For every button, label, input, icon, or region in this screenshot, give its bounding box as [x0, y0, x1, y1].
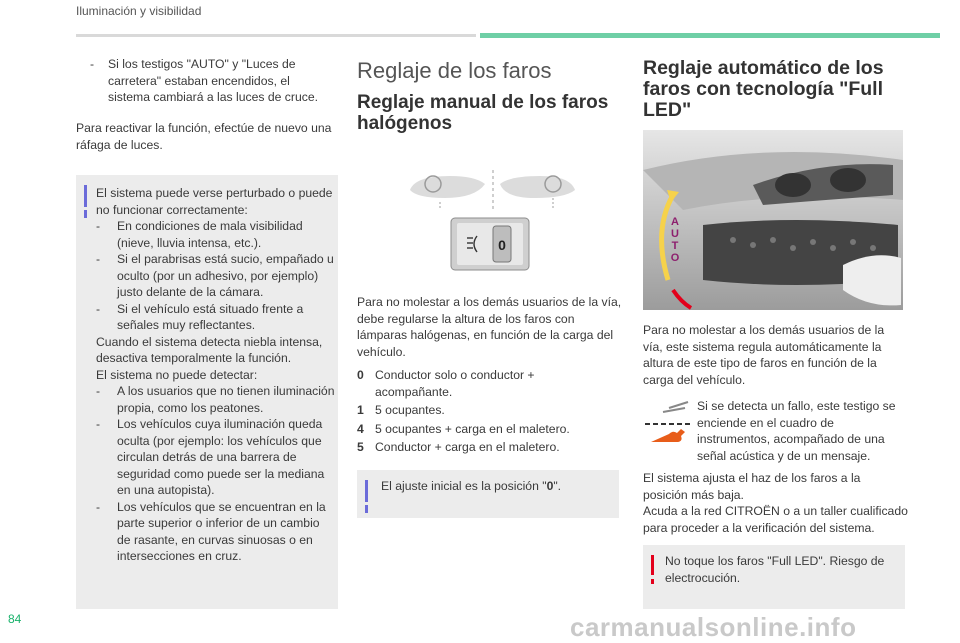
- list-item: 0 Conductor solo o conductor + acompañante.: [357, 368, 535, 399]
- note-box: [76, 175, 338, 609]
- watermark: carmanualsonline.info: [570, 612, 857, 642]
- warning-icon: [651, 555, 654, 575]
- auto-letter: T: [671, 240, 679, 252]
- list-item: 1 5 ocupantes.: [357, 403, 445, 417]
- note-fog: Cuando el sistema detecta niebla intensa, desactiva temporalmente la función.: [96, 334, 323, 365]
- subsection-heading: Reglaje manual de los faros halógenos: [357, 92, 609, 134]
- header-divider: [76, 34, 476, 37]
- fault-text: Si se detecta un fallo, este testigo se enciende en el cuadro de instrumentos, acompañado de una señal acústica y de un mensaje.: [697, 399, 896, 463]
- warning-text: No toque los faros "Full LED". Riesgo de electrocución.: [665, 554, 885, 585]
- section-heading-auto: Reglaje automático de los faros con tecnología "Full LED": [643, 57, 884, 121]
- header-accent-bar: [480, 33, 940, 38]
- adjust-text: El sistema ajusta el haz de los faros a la posición más baja.: [643, 471, 861, 502]
- auto-letter: A: [671, 216, 679, 228]
- note-text: El ajuste inicial es la posición "0".: [381, 479, 562, 493]
- page-number: 84: [8, 612, 22, 626]
- note-list-1: [96, 218, 336, 334]
- warning-box: [643, 545, 905, 609]
- manual-body: Para no molestar a los demás usuarios de la vía, debe regularse la altura de los faros con lámparas halógenas, en función de la carga del vehículo.: [357, 295, 622, 359]
- list-item: - Si el vehículo está situado frente a señales muy reflectantes.: [96, 301, 304, 332]
- section-title: Iluminación y visibilidad: [76, 4, 202, 18]
- auto-letter: U: [671, 228, 679, 240]
- full-led-headlamp-photo: [643, 130, 903, 310]
- note-list-2: [96, 383, 336, 565]
- auto-letter: O: [670, 252, 680, 264]
- bullet-text: Si los testigos "AUTO" y "Luces de carretera" estaban encendidos, el sistema cambiará a las luces de cruce.: [108, 57, 318, 104]
- info-icon: [365, 480, 368, 502]
- dealer-text: Acuda a la red CITROËN o a un taller cualificado para proceder a la verificación del sistema.: [643, 504, 908, 535]
- list-item: - Los vehículos cuya iluminación queda oculta (por ejemplo: los vehículos que circulan detrás de una barrera de seguridad como puede ser la mediana en una autopista).: [96, 417, 325, 497]
- dial-label: 0: [498, 237, 506, 253]
- info-icon: [84, 185, 87, 207]
- list-item: - A los usuarios que no tienen iluminación propia, como los peatones.: [96, 384, 335, 415]
- reactivate-text: Para reactivar la función, efectúe de nuevo una ráfaga de luces.: [76, 121, 332, 152]
- list-item: - En condiciones de mala visibilidad (nieve, lluvia intensa, etc.).: [96, 219, 303, 250]
- warning-icon-dot: [651, 579, 654, 584]
- manual-headlamp-diagram: [405, 168, 585, 278]
- list-item: 5 Conductor + carga en el maletero.: [357, 440, 560, 454]
- auto-body: Para no molestar a los demás usuarios de la vía, este sistema regula automáticamente la altura de este tipo de faros en función de la carga del vehículo.: [643, 323, 885, 387]
- headlamp-fault-warning-icon: [643, 398, 693, 448]
- note-cannot: El sistema no puede detectar:: [96, 367, 258, 382]
- note-intro: El sistema puede verse perturbado o puede no funcionar correctamente:: [96, 186, 333, 217]
- list-item: - Los vehículos que se encuentran en la parte superior o inferior de un cambio de rasante, en curvas sinuosas o en intersecciones en cruz.: [96, 499, 326, 563]
- position-list: [357, 367, 617, 456]
- list-item: - Si el parabrisas está sucio, empañado u oculto (por un adhesivo, por ejemplo) justo delante de la cámara.: [96, 252, 334, 299]
- bullet-auto-lights: - Si los testigos "AUTO" y "Luces de carretera" estaban encendidos, el sistema cambiará a las luces de cruce.: [76, 56, 338, 106]
- section-heading: Reglaje de los faros: [357, 58, 552, 83]
- list-item: 4 5 ocupantes + carga en el maletero.: [357, 421, 570, 436]
- note-box-initial: [357, 470, 619, 518]
